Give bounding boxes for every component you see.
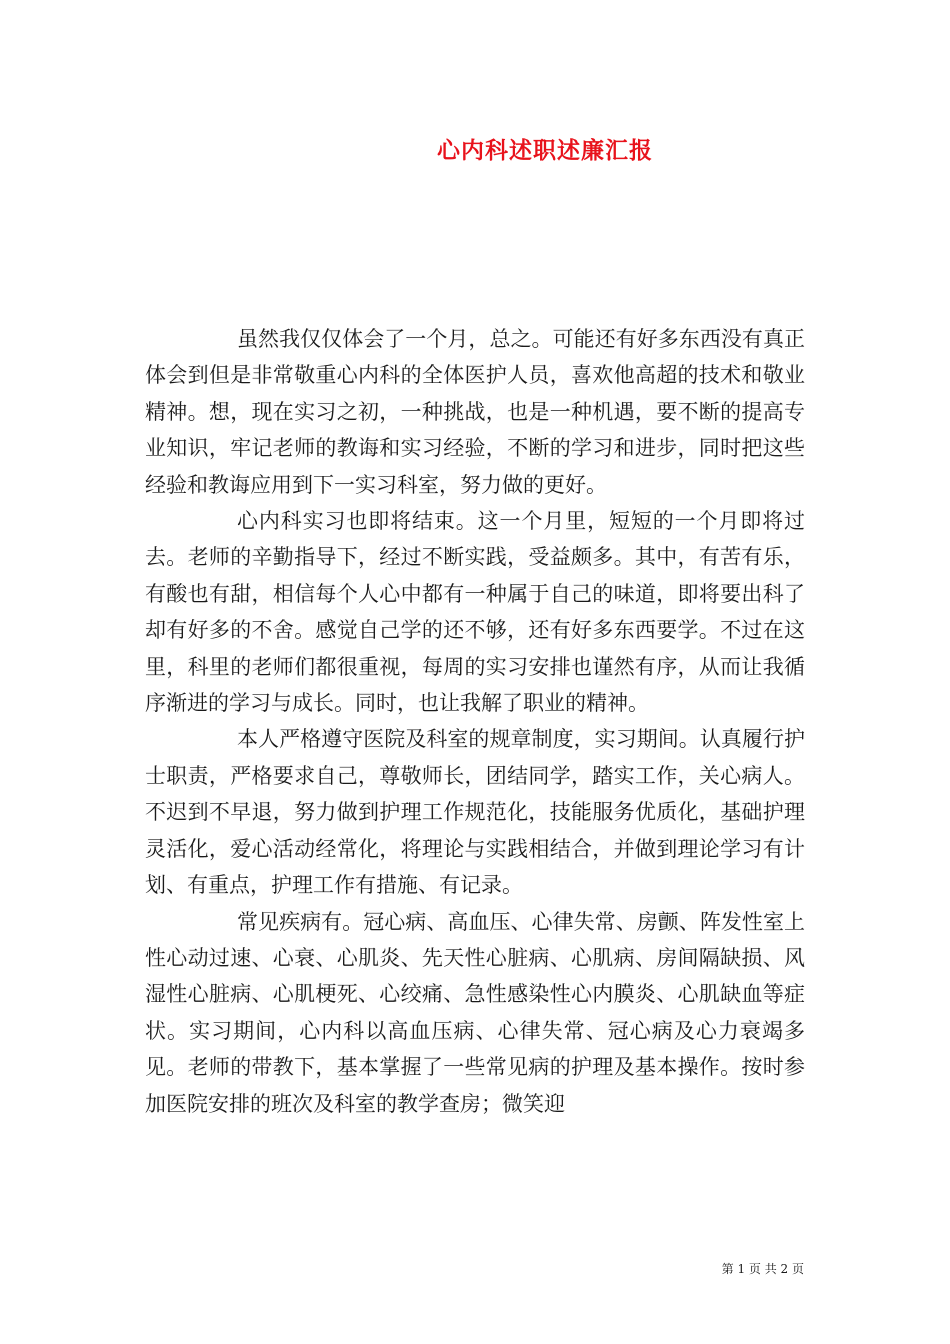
paragraph: 心内科实习也即将结束。这一个月里，短短的一个月即将过去。老师的辛勤指导下，经过不断实践，受益颇多。其中，有苦有乐，有酸也有甜，相信每个人心中都有一种属于自己的味道，即将要出科了却有好多的不舍。感觉自己学的还不够，还有好多东西要学。不过在这里，科里的老师们都很重视，每周的实习安排也谨然有序，从而让我循序渐进的学习与成长。同时，也让我解了职业的精神。: [145, 509, 805, 716]
page-number-footer: 第 1 页 共 2 页: [721, 1262, 804, 1276]
paragraph: 本人严格遵守医院及科室的规章制度，实习期间。认真履行护士职责，严格要求自己，尊敬师长，团结同学，踏实工作，关心病人。不迟到不早退，努力做到护理工作规范化，技能服务优质化，基础护理灵活化，爱心活动经常化，将理论与实践相结合，并做到理论学习有计划、有重点，护理工作有措施、有记录。: [145, 727, 805, 898]
document-title: 心内科述职述廉汇报: [437, 137, 653, 164]
document-body: [145, 321, 805, 1122]
paragraph: 常见疾病有。冠心病、高血压、心律失常、房颤、阵发性室上性心动过速、心衰、心肌炎、先天性心脏病、心肌病、房间隔缺损、风湿性心脏病、心肌梗死、心绞痛、急性感染性心内膜炎、心肌缺血等症状。实习期间，心内科以高血压病、心律失常、冠心病及心力衰竭多见。老师的带教下，基本掌握了一些常见病的护理及基本操作。按时参加医院安排的班次及科室的教学查房；微笑迎: [145, 909, 805, 1116]
paragraph: 虽然我仅仅体会了一个月，总之。可能还有好多东西没有真正体会到但是非常敬重心内科的全体医护人员，喜欢他高超的技术和敬业精神。想，现在实习之初，一种挑战，也是一种机遇，要不断的提高专业知识，牢记老师的教诲和实习经验，不断的学习和进步，同时把这些经验和教诲应用到下一实习科室，努力做的更好。: [145, 327, 805, 497]
